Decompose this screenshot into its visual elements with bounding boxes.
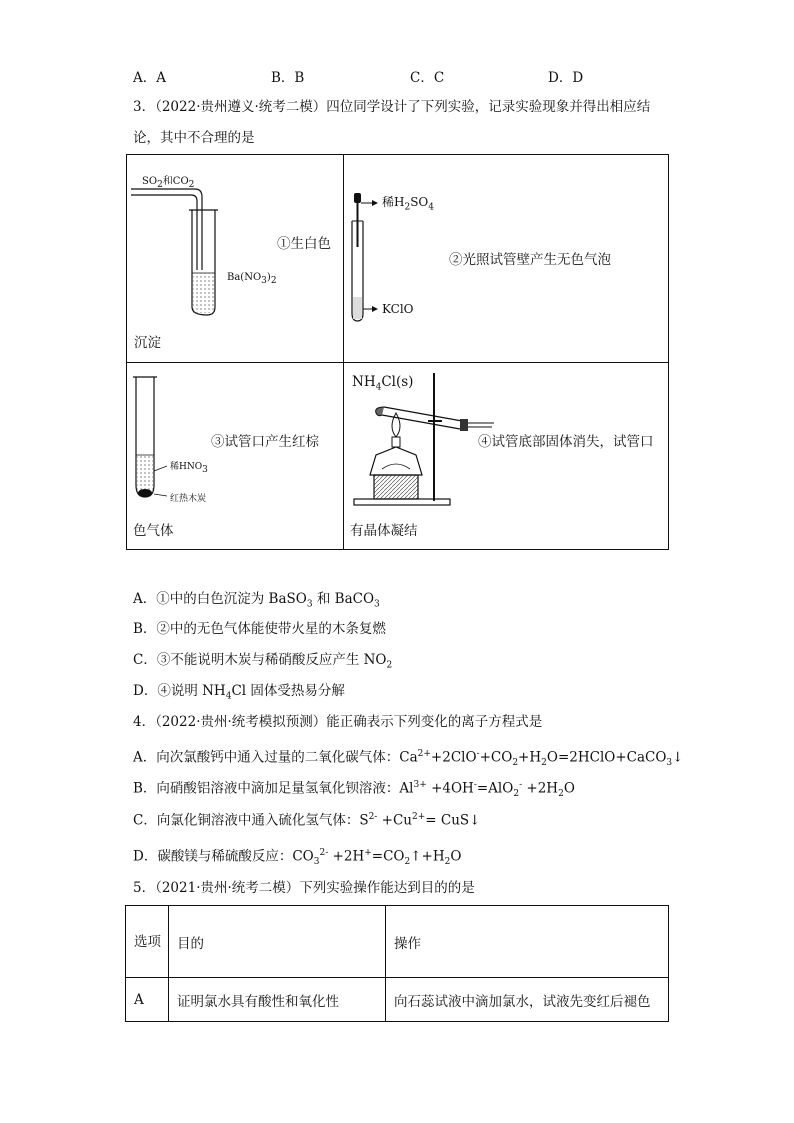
row-a-operation: 向石蕊试液中滴加氯水，试液先变红后褪色	[386, 978, 669, 1022]
reagent-bottom-label: KClO	[382, 302, 414, 316]
q4-option-b[interactable]: B．向硝酸铝溶液中滴加足量氢氧化钡溶液：$Al^{3+} +4OH^-=AlO_2^- +2H_2O$	[133, 780, 575, 800]
cell-4-text: ④试管底部固体消失，试管口	[478, 434, 654, 450]
header-operation: 操作	[386, 906, 669, 978]
row-a-purpose: 证明氯水具有酸性和氧化性	[169, 978, 386, 1022]
q3-option-c[interactable]: C．③不能说明木炭与稀硝酸反应产生 $NO_2$	[133, 652, 393, 671]
q2-option-a[interactable]: A．A	[133, 70, 166, 86]
q2-option-d[interactable]: D．D	[548, 70, 584, 86]
table-header-row	[126, 906, 669, 978]
q4-option-d[interactable]: D．碳酸镁与稀硫酸反应：$CO_3^{2-}$ $+2H^+=CO_2↑+H_2O$	[133, 848, 462, 868]
q4-option-a[interactable]: A．向次氯酸钙中通入过量的二氧化碳气体：$Ca^{2+}+2ClO^-+CO_2+H_2O=2HClO+CaCO_3↓$	[133, 749, 684, 769]
solution-label: $Ba(NO_3)_2$	[227, 272, 277, 286]
q5-table	[125, 905, 669, 1022]
q3-stem-line1: 3．（2022·贵州遵义·统考二模）四位同学设计了下列实验，记录实验现象并得出相应结	[133, 99, 651, 115]
gas-label: $SO_2$和$CO_2$	[142, 176, 195, 190]
q4-option-c[interactable]: C．向氯化铜溶液中通入硫化氢气体：$S^{2-} +Cu^{2+}=$ CuS↓	[133, 812, 481, 829]
cell-2-text: ②光照试管壁产生无色气泡	[449, 252, 611, 268]
solid-label: $NH_4Cl(s)$	[352, 374, 414, 393]
q4-stem: 4．（2022·贵州·统考模拟预测）能正确表示下列变化的离子方程式是	[133, 714, 543, 730]
q2-option-b[interactable]: B．B	[271, 70, 305, 86]
acid-label: 稀$HNO_3$	[170, 462, 208, 475]
q5-stem: 5．（2021·贵州·统考二模）下列实验操作能达到目的的是	[133, 880, 475, 896]
cell-4-text-cont: 有晶体凝结	[350, 523, 418, 539]
q3-option-a[interactable]: A．①中的白色沉淀为 BaSO$_3$ 和 BaCO$_3$	[133, 591, 380, 610]
reagent-top-label: 稀$H_2SO_4$	[382, 195, 434, 213]
q3-option-b[interactable]: B．②中的无色气体能使带火星的木条复燃	[133, 621, 386, 637]
cell-3-text: ③试管口产生红棕	[211, 434, 319, 450]
cell-3-text-cont: 色气体	[133, 523, 174, 539]
row-a-option: A	[126, 978, 169, 1022]
q2-option-c[interactable]: C．C	[410, 70, 445, 86]
q2-options	[133, 66, 653, 84]
experiment-table	[126, 154, 669, 550]
table-row	[126, 978, 669, 1022]
cell-1-text-cont: 沉淀	[134, 335, 161, 351]
header-purpose: 目的	[169, 906, 386, 978]
header-option: 选项	[126, 906, 169, 978]
cell-1-text: ①生白色	[277, 236, 331, 252]
q3-option-d[interactable]: D．④说明 $NH_4Cl$ 固体受热易分解	[133, 683, 345, 702]
charcoal-label: 红热木炭	[170, 494, 207, 504]
q3-stem-line2: 论，其中不合理的是	[133, 130, 255, 146]
